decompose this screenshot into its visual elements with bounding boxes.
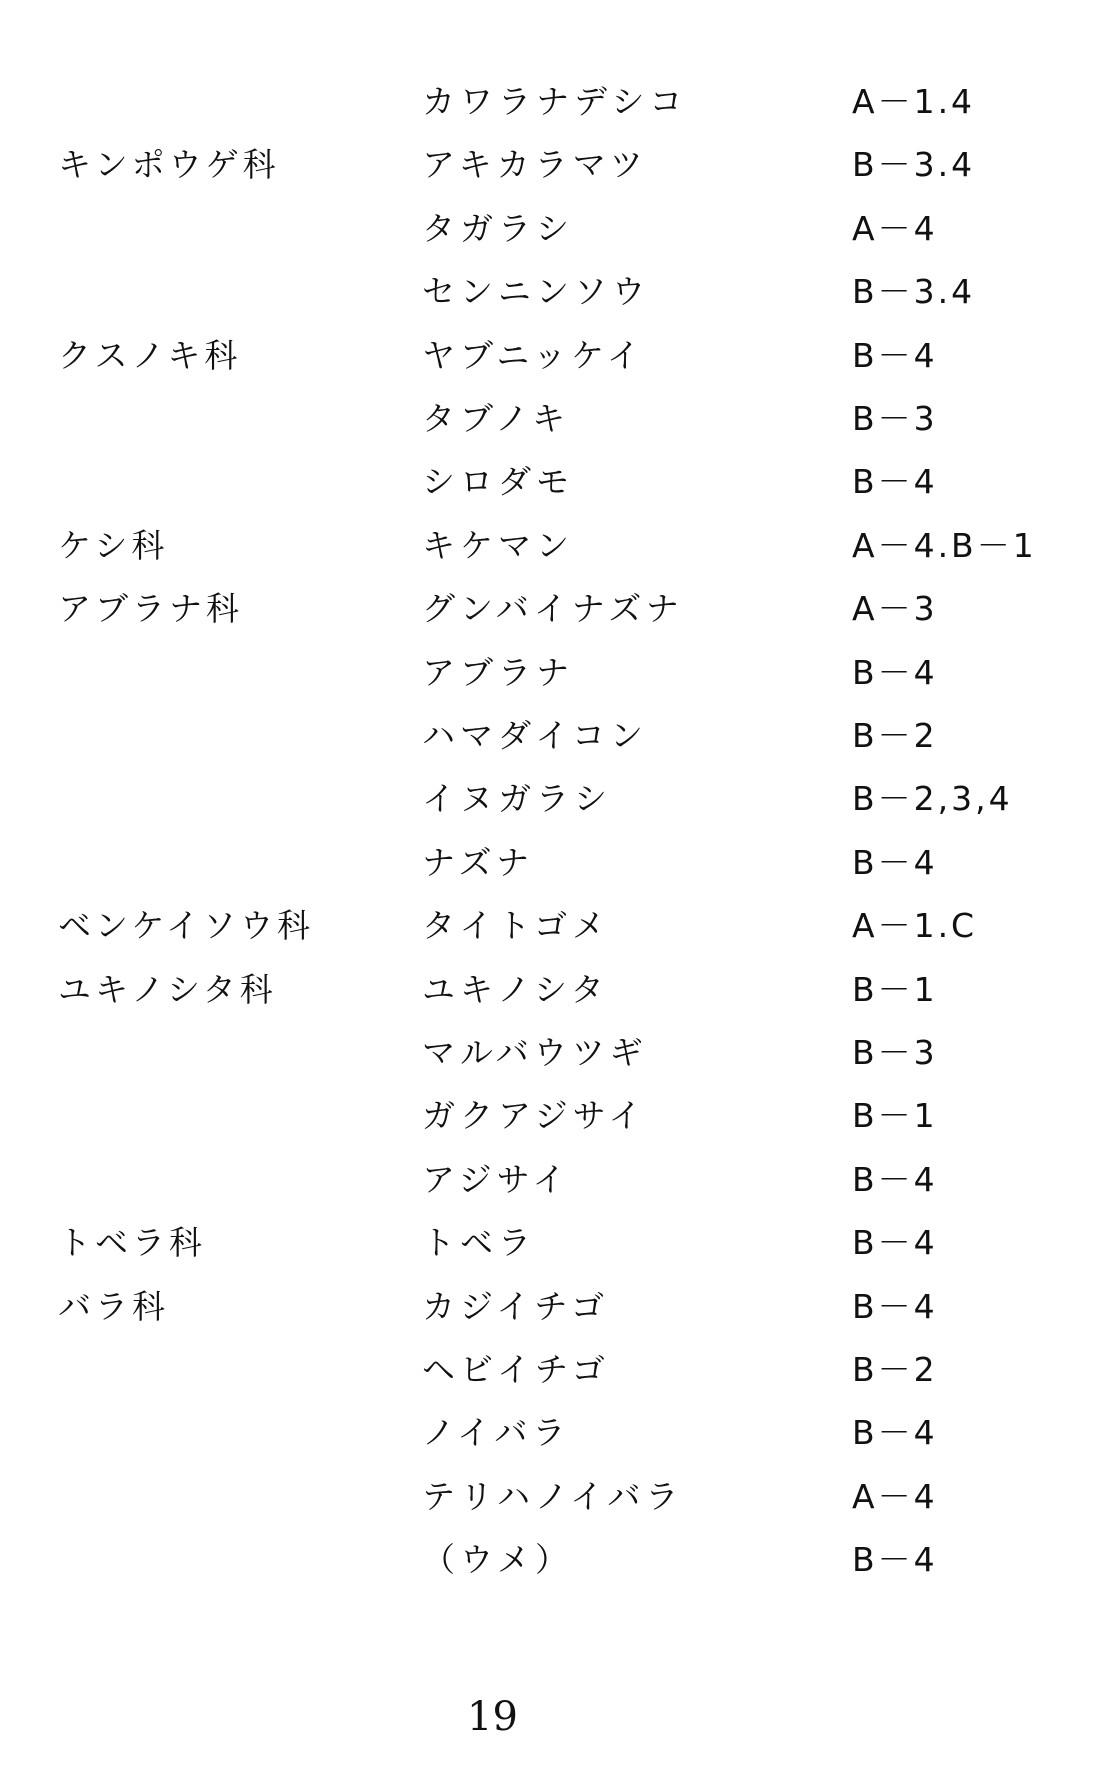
species-name: グンバイナズナ [422,589,684,628]
family-name: キンポウゲ科 [58,145,280,184]
habitat-code: B－4 [852,1223,938,1262]
habitat-code: A－4 [852,1477,938,1516]
species-name: タガラシ [422,209,574,248]
habitat-code: B－4 [852,653,938,692]
list-row [0,964,1100,1016]
family-name: トベラ科 [58,1223,206,1262]
list-row [0,1027,1100,1079]
family-name: クスノキ科 [58,336,242,375]
habitat-code: B－2,3,4 [852,779,1013,818]
habitat-code: B－4 [852,843,938,882]
list-row [0,1534,1100,1586]
species-name: センニンソウ [422,272,650,311]
species-name: シロダモ [422,462,574,501]
list-row [0,1217,1100,1269]
list-row [0,456,1100,508]
habitat-code: B－4 [852,336,938,375]
habitat-code: B－4 [852,1160,938,1199]
family-name: ベンケイソウ科 [58,906,315,945]
list-row [0,393,1100,445]
species-name: カジイチゴ [422,1287,610,1326]
list-row [0,1090,1100,1142]
habitat-code: B－2 [852,1350,938,1389]
species-name: イヌガラシ [422,779,612,818]
list-row [0,76,1100,128]
species-name: キケマン [422,526,574,565]
list-row [0,1344,1100,1396]
habitat-code: B－3.4 [852,272,976,311]
habitat-code: B－3 [852,1033,938,1072]
species-name: トベラ [422,1223,536,1262]
list-row [0,1407,1100,1459]
habitat-code: B－4 [852,1413,938,1452]
list-row [0,1154,1100,1206]
habitat-code: B－1 [852,970,938,1009]
list-row [0,1471,1100,1523]
habitat-code: A－1.4 [852,82,976,121]
list-row [0,837,1100,889]
list-row [0,203,1100,255]
list-row [0,710,1100,762]
habitat-code: B－2 [852,716,938,755]
habitat-code: A－4 [852,209,938,248]
species-name: アキカラマツ [422,145,648,184]
habitat-code: B－1 [852,1096,938,1135]
list-row [0,139,1100,191]
species-name: ヤブニッケイ [422,336,645,375]
species-name: ガクアジサイ [422,1096,647,1135]
habitat-code: A－4.B－1 [852,526,1037,565]
habitat-code: A－1.C [852,906,978,945]
habitat-code: B－4 [852,1540,938,1579]
habitat-code: B－3.4 [852,145,976,184]
list-row [0,520,1100,572]
list-row [0,1281,1100,1333]
habitat-code: B－3 [852,399,938,438]
list-row [0,647,1100,699]
list-row [0,900,1100,952]
species-name: ノイバラ [422,1413,571,1452]
list-row [0,773,1100,825]
species-name: ナズナ [422,843,535,882]
species-name: アブラナ [422,653,574,692]
list-row [0,583,1100,635]
habitat-code: B－4 [852,462,938,501]
family-name: ケシ科 [58,526,169,565]
species-name: マルバウツギ [422,1033,648,1072]
list-row [0,330,1100,382]
family-name: アブラナ科 [58,589,243,628]
species-name: タブノキ [422,399,571,438]
family-name: ユキノシタ科 [58,970,277,1009]
species-name: テリハノイバラ [422,1477,684,1516]
species-name: （ウメ） [422,1540,574,1579]
species-name: カワラナデシコ [422,82,688,121]
species-name: ユキノシタ [422,970,609,1009]
family-name: バラ科 [58,1287,169,1326]
species-name: アジサイ [422,1160,571,1199]
species-name: ヘビイチゴ [422,1350,610,1389]
species-name: タイトゴメ [422,906,611,945]
habitat-code: A－3 [852,589,938,628]
habitat-code: B－4 [852,1287,938,1326]
list-row [0,266,1100,318]
page-number: 19 [467,1694,518,1740]
species-name: ハマダイコン [422,716,649,755]
